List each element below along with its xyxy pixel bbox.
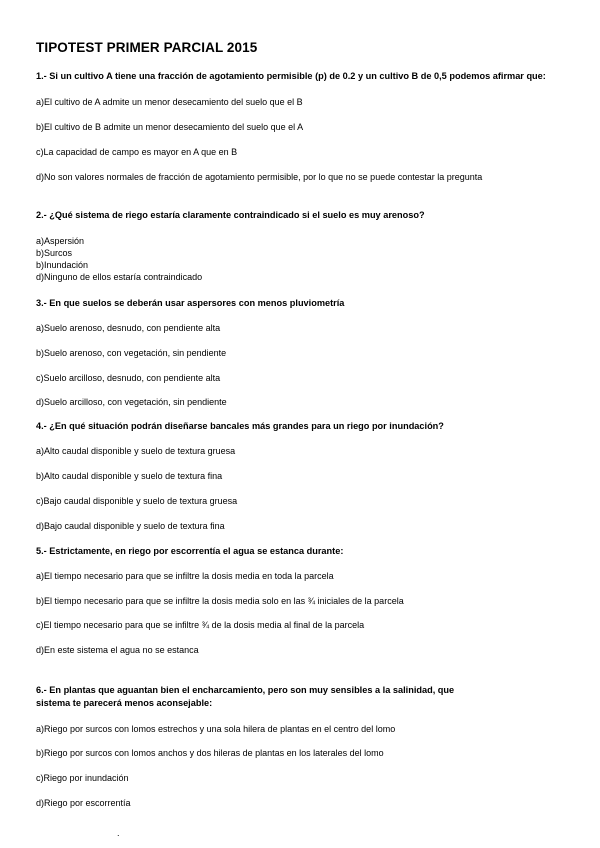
question-5-option-c: c)El tiempo necesario para que se infiltre ¾ de la dosis media al final de la parcela <box>36 620 365 630</box>
question-1-option-b: b)El cultivo de B admite un menor desecamiento del suelo que el A <box>36 122 304 132</box>
question-5-option-b: b)El tiempo necesario para que se infiltre la dosis media solo en las ¾ iniciales de la parcela <box>36 596 404 606</box>
document-title: TIPOTEST PRIMER PARCIAL 2015 <box>36 40 258 55</box>
question-2-option-c: b)Inundación <box>36 260 89 270</box>
question-3-option-a: a)Suelo arenoso, desnudo, con pendiente alta <box>36 323 221 333</box>
question-6-option-b: b)Riego por surcos con lomos anchos y dos hileras de plantas en los laterales del lomo <box>36 748 384 758</box>
question-4: 4.- ¿En qué situación podrán diseñarse bancales más grandes para un riego por inundación? <box>36 421 444 431</box>
question-2: 2.- ¿Qué sistema de riego estaría claramente contraindicado si el suelo es muy arenoso? <box>36 210 425 220</box>
question-2-option-b: b)Surcos <box>36 248 73 258</box>
question-1-option-a: a)El cultivo de A admite un menor desecamiento del suelo que el B <box>36 97 303 107</box>
question-6-option-d: d)Riego por escorrentía <box>36 798 131 808</box>
question-4-option-c: c)Bajo caudal disponible y suelo de textura gruesa <box>36 496 238 506</box>
question-4-option-b: b)Alto caudal disponible y suelo de textura fina <box>36 471 223 481</box>
question-1: 1.- Si un cultivo A tiene una fracción de agotamiento permisible (p) de 0.2 y un cultivo B de 0,5 podemos afirmar que: <box>36 71 546 81</box>
question-6: 6.- En plantas que aguantan bien el encharcamiento, pero son muy sensibles a la salinidad, que sistema te parecerá menos aconsejable: <box>36 685 455 708</box>
footer-mark: . <box>117 828 120 838</box>
question-2-option-d: d)Ninguno de ellos estaría contraindicado <box>36 272 203 282</box>
question-3-option-b: b)Suelo arenoso, con vegetación, sin pendiente <box>36 348 227 358</box>
question-2-option-a: a)Aspersión <box>36 236 85 246</box>
question-3: 3.- En que suelos se deberán usar aspersores con menos pluviometría <box>36 298 345 308</box>
question-4-option-d: d)Bajo caudal disponible y suelo de textura fina <box>36 521 225 531</box>
question-3-option-c: c)Suelo arcilloso, desnudo, con pendiente alta <box>36 373 221 383</box>
question-1-option-d: d)No son valores normales de fracción de agotamiento permisible, por lo que no se puede contestar la pregunta <box>36 172 483 182</box>
question-5-option-d: d)En este sistema el agua no se estanca <box>36 645 199 655</box>
question-6-option-a: a)Riego por surcos con lomos estrechos y una sola hilera de plantas en el centro del lomo <box>36 724 396 734</box>
question-1-option-c: c)La capacidad de campo es mayor en A que en B <box>36 147 238 157</box>
question-6-option-c: c)Riego por inundación <box>36 773 129 783</box>
question-5: 5.- Estrictamente, en riego por escorrentía el agua se estanca durante: <box>36 546 344 556</box>
question-4-option-a: a)Alto caudal disponible y suelo de textura gruesa <box>36 446 236 456</box>
question-3-option-d: d)Suelo arcilloso, con vegetación, sin pendiente <box>36 397 227 407</box>
question-5-option-a: a)El tiempo necesario para que se infiltre la dosis media en toda la parcela <box>36 571 334 581</box>
